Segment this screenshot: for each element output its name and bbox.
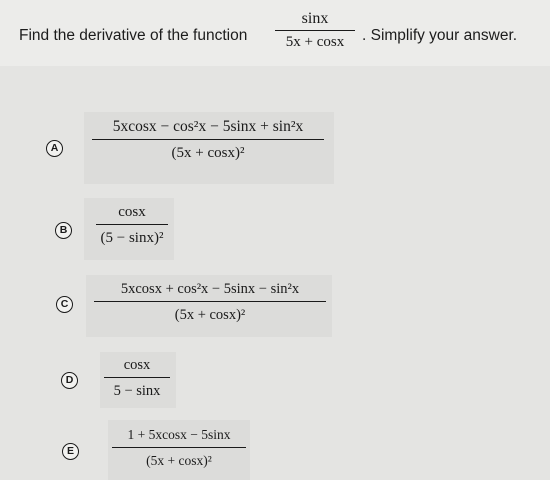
question-suffix: . Simplify your answer. — [362, 27, 518, 44]
fraction-bar — [96, 224, 168, 225]
choice-b-fraction — [96, 203, 168, 247]
choice-a-letter[interactable]: A — [46, 140, 63, 157]
choice-a-fraction — [92, 118, 324, 162]
choice-a-denominator: (5x + cosx)² — [171, 145, 245, 162]
choice-c-fraction — [94, 280, 326, 324]
choice-b-denominator: (5 − sinx)² — [100, 230, 164, 247]
choice-e-denominator: (5x + cosx)² — [146, 453, 212, 469]
fraction-bar — [275, 30, 355, 31]
fraction-bar — [112, 447, 246, 448]
choice-b-numerator: cosx — [118, 204, 146, 220]
question-fraction — [275, 10, 355, 51]
choice-c-letter[interactable]: C — [56, 296, 73, 313]
choice-d-fraction — [104, 356, 170, 400]
choice-e-letter[interactable]: E — [62, 443, 79, 460]
question-denominator: 5x + cosx — [285, 34, 345, 51]
fraction-bar — [104, 377, 170, 378]
fraction-bar — [92, 139, 324, 140]
choice-d-denominator: 5 − sinx — [113, 383, 161, 400]
question-prompt — [0, 0, 550, 66]
question-numerator: sinx — [301, 10, 329, 27]
choice-c-numerator: 5xcosx + cos²x − 5sinx − sin²x — [120, 281, 300, 297]
choice-c-denominator: (5x + cosx)² — [174, 307, 246, 324]
choice-d-letter[interactable]: D — [61, 372, 78, 389]
choice-d-numerator: cosx — [123, 357, 151, 373]
choice-e-numerator: 1 + 5xcosx − 5sinx — [127, 427, 231, 442]
fraction-bar — [94, 301, 326, 302]
choice-a-numerator: 5xcosx − cos²x − 5sinx + sin²x — [112, 118, 304, 135]
question-prefix: Find the derivative of the function — [19, 27, 248, 44]
choice-b-letter[interactable]: B — [55, 222, 72, 239]
choice-e-fraction — [112, 426, 246, 470]
